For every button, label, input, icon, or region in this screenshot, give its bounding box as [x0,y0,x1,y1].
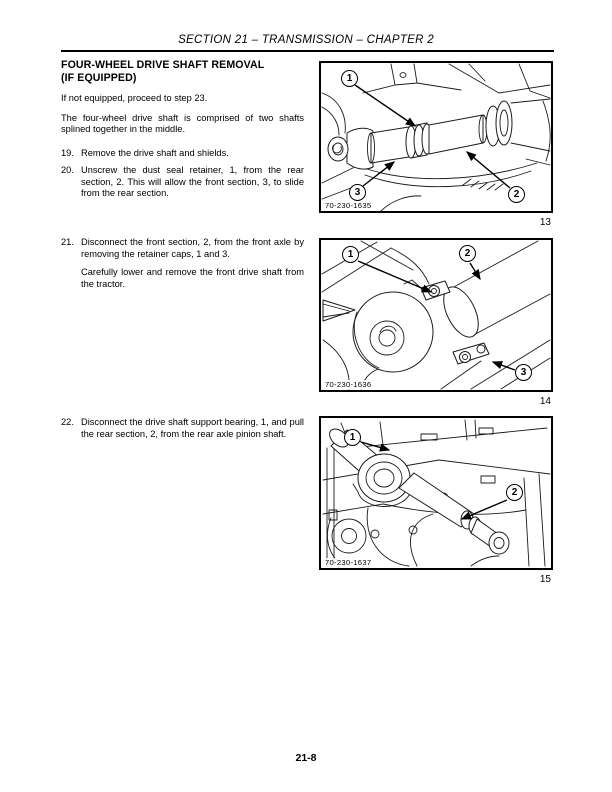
step-20-text: Unscrew the dust seal retainer, 1, from the rear section, 2. This will allow the front section, 3, to slide from the rear section. [81,165,304,198]
step-21-number: 21. [61,237,74,247]
step-20-number: 20. [61,165,74,175]
step-19-text: Remove the drive shaft and shields. [81,147,229,158]
text-block-bottom [61,417,304,440]
step-19-number: 19. [61,147,74,158]
figure-13-photo-id: 70-230-1635 [325,201,372,210]
callout-1: 1 [341,70,358,87]
section-heading-line2: (IF EQUIPPED) [61,72,137,84]
running-header: SECTION 21 – TRANSMISSION – CHAPTER 2 [178,34,434,46]
figure-14-number: 14 [539,396,551,407]
page-number: 21-8 [295,752,317,764]
step-21 [61,237,304,260]
callout-3: 3 [515,364,532,381]
intro-paragraph-2: The four-wheel drive shaft is comprised of two shafts splined together in the middle. [61,112,304,134]
step-22 [61,417,304,440]
callout-2: 2 [506,484,523,501]
step-19 [61,148,304,160]
figure-13-frame [319,61,553,213]
step-20 [61,165,304,200]
text-block-top [61,59,304,200]
figure-14-photo-id: 70-230-1636 [325,380,372,389]
header-rule [61,50,554,52]
callout-1: 1 [344,429,361,446]
callout-1: 1 [342,246,359,263]
text-block-middle [61,237,304,290]
step-21-subtext: Carefully lower and remove the front drive shaft from the tractor. [81,267,304,289]
section-heading-line1: FOUR-WHEEL DRIVE SHAFT REMOVAL [61,59,265,71]
figure-15 [319,416,553,585]
figure-14-frame [319,238,553,392]
section-heading [61,59,304,85]
figure-15-frame [319,416,553,570]
callout-2: 2 [459,245,476,262]
figure-13 [319,61,553,228]
figure-15-photo-id: 70-230-1637 [325,558,372,567]
intro-paragraph-1: If not equipped, proceed to step 23. [61,93,208,103]
step-22-text: Disconnect the drive shaft support bearing, 1, and pull the rear section, 2, from the rear axle pinion shaft. [81,417,304,439]
callout-3: 3 [349,184,366,201]
callout-2: 2 [508,186,525,203]
figure-15-number: 15 [539,574,551,585]
figure-13-number: 13 [539,217,551,228]
step-22-number: 22. [61,417,74,427]
step-21-text: Disconnect the front section, 2, from the front axle by removing the retainer caps, 1 and 3. [81,237,304,259]
figure-14 [319,238,553,407]
